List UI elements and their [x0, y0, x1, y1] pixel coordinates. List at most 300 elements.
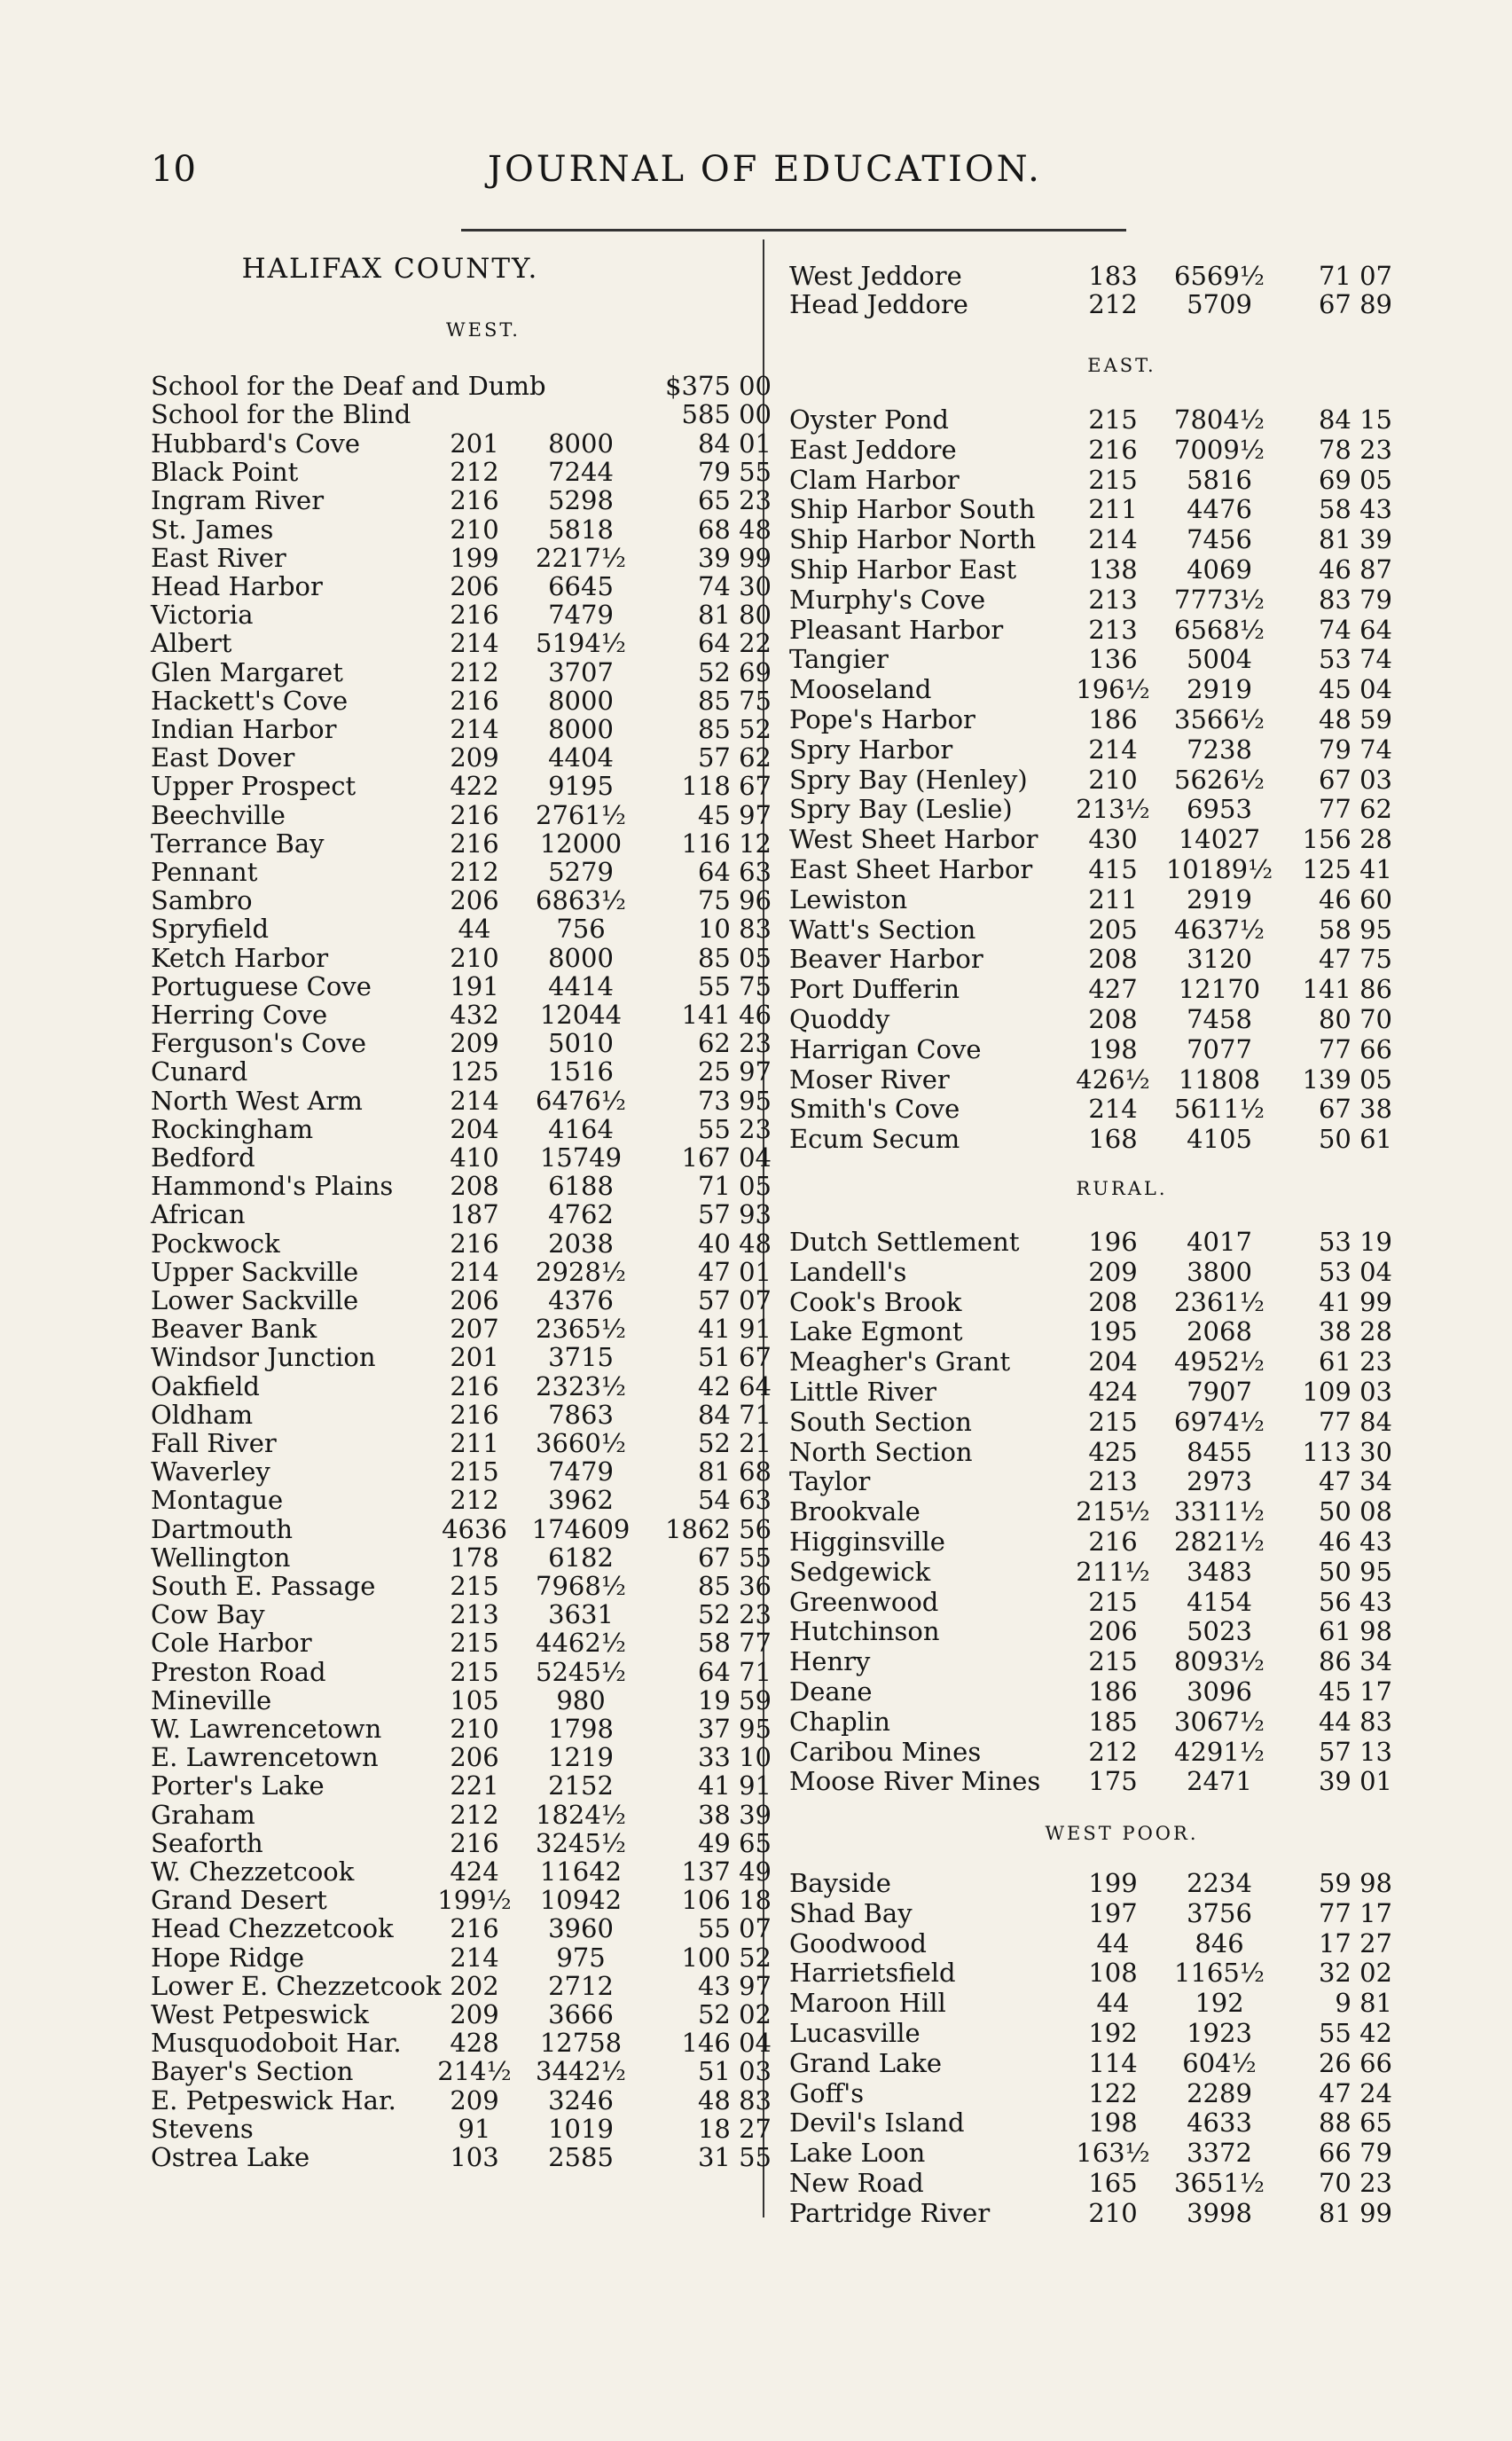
days-taught: 215 — [1088, 1646, 1138, 1677]
grant-amount: 45 97 — [697, 799, 772, 830]
attendance-days: 4633 — [1187, 2107, 1252, 2139]
grant-amount: 70 23 — [1318, 2168, 1392, 2198]
attendance-days: 5709 — [1187, 289, 1252, 319]
days-taught: 195 — [1088, 1316, 1138, 1347]
county-title: HALIFAX COUNTY. — [241, 253, 539, 285]
grant-amount: 69 05 — [1318, 464, 1392, 495]
attendance-days: 1219 — [548, 1742, 614, 1773]
school-name: Preston Road — [151, 1656, 326, 1687]
table-row — [772, 734, 1472, 765]
school-name: South Section — [789, 1406, 972, 1437]
days-taught: 212 — [450, 1485, 499, 1516]
attendance-days: 2068 — [1187, 1316, 1252, 1347]
table-row — [133, 971, 834, 1001]
table-row — [772, 1557, 1472, 1587]
days-taught: 428 — [450, 2028, 499, 2059]
school-name: E. Lawrencetown — [151, 1742, 379, 1773]
table-row — [133, 1342, 834, 1372]
attendance-days: 14027 — [1178, 824, 1261, 855]
grant-amount: 32 02 — [1318, 1958, 1392, 1989]
school-name: Mineville — [151, 1684, 272, 1715]
table-row — [133, 2114, 834, 2144]
grant-amount: 31 55 — [697, 2142, 772, 2172]
grant-amount: 48 83 — [697, 2084, 772, 2115]
attendance-days: 7804½ — [1174, 404, 1265, 435]
attendance-days: 2761½ — [536, 799, 626, 830]
table-row — [772, 404, 1472, 435]
attendance-days: 4462½ — [536, 1628, 626, 1659]
table-row — [772, 1094, 1472, 1124]
table-row — [772, 1346, 1472, 1377]
days-taught: 206 — [450, 1742, 499, 1773]
school-name: Mooseland — [789, 674, 932, 705]
table-row — [772, 1227, 1472, 1257]
days-taught: 198 — [1088, 1033, 1138, 1064]
attendance-days: 5023 — [1187, 1616, 1252, 1647]
attendance-days: 12170 — [1178, 974, 1261, 1005]
attendance-days: 975 — [556, 1942, 606, 1973]
attendance-days: 12000 — [539, 828, 623, 859]
grant-amount: 51 03 — [697, 2056, 772, 2087]
days-taught: 415 — [1088, 854, 1138, 884]
school-name: Landell's — [789, 1256, 907, 1287]
table-row — [772, 465, 1472, 495]
attendance-days: 11808 — [1178, 1064, 1261, 1095]
grant-amount: 57 62 — [697, 742, 772, 773]
table-row — [772, 1766, 1472, 1796]
section-title-west-poor: WEST POOR. — [1045, 1823, 1199, 1844]
grant-amount: 81 39 — [1318, 524, 1392, 555]
table-row — [133, 1714, 834, 1744]
school-name: Ship Harbor South — [789, 494, 1036, 525]
attendance-days: 7458 — [1187, 1004, 1252, 1034]
days-taught: 211½ — [1076, 1556, 1150, 1587]
table-row — [133, 457, 834, 487]
grant-amount: 141 86 — [1302, 974, 1392, 1005]
attendance-days: 3246 — [548, 2084, 614, 2115]
section-title-rural: RURAL. — [1076, 1178, 1168, 1199]
school-name: Oldham — [151, 1399, 254, 1430]
table-row — [133, 514, 834, 545]
school-name: Port Dufferin — [789, 974, 960, 1005]
attendance-days: 2289 — [1187, 2077, 1252, 2108]
table-row — [133, 1943, 834, 1973]
table-row — [772, 854, 1472, 884]
days-taught: 214 — [1088, 524, 1138, 555]
attendance-days: 2973 — [1187, 1466, 1252, 1497]
table-row — [133, 1514, 834, 1544]
days-taught: 199 — [1088, 1868, 1138, 1898]
table-row — [133, 1456, 834, 1487]
table-row — [772, 1437, 1472, 1467]
grant-amount: 59 98 — [1318, 1868, 1392, 1898]
days-taught: 204 — [450, 1113, 499, 1144]
days-taught: 216 — [450, 828, 499, 859]
table-row — [772, 1737, 1472, 1767]
table-row — [772, 1004, 1472, 1034]
grant-amount: 77 17 — [1318, 1897, 1392, 1928]
attendance-days: 5298 — [548, 485, 614, 516]
days-taught: 138 — [1088, 554, 1138, 585]
table-row — [133, 943, 834, 973]
school-name: Waverley — [151, 1456, 270, 1487]
grant-amount: 52 21 — [697, 1428, 772, 1458]
table-row — [133, 1800, 834, 1830]
table-row — [133, 1485, 834, 1515]
days-taught: 209 — [1088, 1256, 1138, 1287]
table-row — [133, 1599, 834, 1629]
days-taught: 209 — [450, 742, 499, 773]
days-taught: 205 — [1088, 914, 1138, 945]
page-header — [151, 149, 1383, 202]
days-taught: 209 — [450, 1999, 499, 2029]
attendance-days: 7456 — [1187, 524, 1252, 555]
attendance-days: 5004 — [1187, 644, 1252, 675]
grant-amount: 67 38 — [1318, 1094, 1392, 1125]
school-name: Chaplin — [789, 1706, 890, 1737]
attendance-days: 4017 — [1187, 1227, 1252, 1257]
table-row — [133, 1657, 834, 1687]
attendance-days: 5279 — [548, 857, 614, 887]
attendance-days: 174609 — [531, 1513, 631, 1544]
days-taught: 214 — [450, 628, 499, 659]
attendance-days: 9195 — [548, 771, 614, 802]
grant-amount: 85 05 — [697, 942, 772, 973]
school-name: Head Chezzetcook — [151, 1913, 394, 1944]
table-row — [133, 914, 834, 944]
school-name: Devil's Island — [789, 2107, 965, 2139]
school-name: Taylor — [789, 1466, 871, 1497]
table-row — [133, 1257, 834, 1287]
attendance-days: 2919 — [1187, 674, 1252, 705]
grant-amount: 49 65 — [697, 1827, 772, 1858]
grant-amount: 64 63 — [697, 857, 772, 887]
grant-amount: 74 30 — [697, 571, 772, 601]
grant-amount: 106 18 — [681, 1885, 772, 1916]
attendance-days: 7009½ — [1174, 434, 1265, 465]
school-name: School for the Deaf and Dumb — [151, 371, 546, 401]
school-name: North Section — [789, 1436, 973, 1467]
table-row — [133, 657, 834, 687]
attendance-days: 4952½ — [1174, 1346, 1265, 1377]
grant-amount: 81 68 — [697, 1456, 772, 1487]
school-name: Cow Bay — [151, 1599, 265, 1630]
attendance-days: 5245½ — [536, 1656, 626, 1687]
grant-amount: 81 80 — [697, 600, 772, 631]
school-name: E. Petpeswick Har. — [151, 2084, 396, 2115]
grant-amount: 67 03 — [1318, 764, 1392, 795]
table-row — [772, 644, 1472, 674]
table-row — [772, 1034, 1472, 1064]
table-row — [133, 1285, 834, 1315]
attendance-days: 3800 — [1187, 1256, 1252, 1287]
table-row — [772, 1527, 1472, 1557]
table-row — [133, 686, 834, 716]
table-row — [772, 2138, 1472, 2168]
table-row — [133, 742, 834, 773]
days-taught: 207 — [450, 1314, 499, 1345]
grant-amount: 137 49 — [681, 1856, 772, 1887]
grant-amount: 50 08 — [1318, 1496, 1392, 1527]
days-taught: 122 — [1088, 2077, 1138, 2108]
school-name: Lower Sackville — [151, 1285, 359, 1315]
days-taught: 192 — [1088, 2018, 1138, 2048]
table-row — [772, 765, 1472, 795]
days-taught: 214 — [450, 1085, 499, 1116]
attendance-days: 3120 — [1187, 944, 1252, 975]
school-name: Lucasville — [789, 2018, 921, 2048]
table-row — [133, 1171, 834, 1201]
days-taught: 216 — [1088, 1527, 1138, 1557]
attendance-days: 6645 — [548, 571, 614, 601]
days-taught: 185 — [1088, 1706, 1138, 1737]
attendance-days: 3566½ — [1174, 704, 1265, 734]
attendance-days: 7479 — [548, 1456, 614, 1487]
attendance-days: 2928½ — [536, 1256, 626, 1287]
attendance-days: 1516 — [548, 1056, 614, 1087]
grant-amount: 81 99 — [1318, 2197, 1392, 2228]
grant-amount: 73 95 — [697, 1085, 772, 1116]
grant-amount: 84 15 — [1318, 404, 1392, 435]
school-name: Albert — [151, 628, 232, 659]
attendance-days: 5611½ — [1174, 1094, 1265, 1125]
school-name: W. Lawrencetown — [151, 1714, 382, 1744]
days-taught: 425 — [1088, 1436, 1138, 1467]
grant-amount: 37 95 — [697, 1714, 772, 1744]
school-name: Lewiston — [789, 883, 908, 914]
grant-amount: 39 01 — [1318, 1766, 1392, 1797]
days-taught: 175 — [1088, 1766, 1138, 1797]
table-row — [772, 974, 1472, 1004]
attendance-days: 5194½ — [536, 628, 626, 659]
attendance-days: 1019 — [548, 2113, 614, 2144]
days-taught: 44 — [1096, 1927, 1130, 1958]
grant-amount: 25 97 — [697, 1056, 772, 1087]
school-name: East Jeddore — [789, 434, 957, 465]
table-row — [133, 1400, 834, 1430]
grant-amount: 77 66 — [1318, 1033, 1392, 1064]
table-row — [133, 485, 834, 515]
grant-amount: 78 23 — [1318, 434, 1392, 465]
days-taught: 196 — [1088, 1227, 1138, 1257]
grant-amount: 116 12 — [681, 828, 772, 859]
school-name: Head Harbor — [151, 571, 323, 601]
school-name: Caribou Mines — [789, 1736, 982, 1767]
attendance-days: 604½ — [1182, 2047, 1257, 2078]
attendance-days: 3067½ — [1174, 1706, 1265, 1737]
table-row — [772, 944, 1472, 974]
grant-amount: 109 03 — [1302, 1377, 1392, 1407]
table-row — [133, 543, 834, 573]
grant-amount: 39 99 — [697, 542, 772, 573]
grant-amount: 55 07 — [697, 1913, 772, 1944]
school-name: Ingram River — [151, 485, 325, 516]
grant-amount: 61 23 — [1318, 1346, 1392, 1377]
school-name: Ship Harbor North — [789, 524, 1037, 555]
table-row — [772, 261, 1472, 291]
attendance-days: 6974½ — [1174, 1406, 1265, 1437]
days-taught: 208 — [1088, 944, 1138, 975]
attendance-days: 756 — [556, 914, 606, 945]
grant-amount: 77 62 — [1318, 794, 1392, 825]
school-name: Oyster Pond — [789, 404, 949, 435]
days-taught: 215 — [450, 1628, 499, 1659]
grant-amount: 10 83 — [697, 914, 772, 945]
attendance-days: 4762 — [548, 1199, 614, 1230]
school-name: Beechville — [151, 799, 286, 830]
school-name: Porter's Lake — [151, 1770, 325, 1801]
days-taught: 214 — [450, 1256, 499, 1287]
school-name: Maroon Hill — [789, 1988, 946, 2019]
attendance-days: 12044 — [539, 1000, 623, 1030]
days-taught: 213½ — [1076, 794, 1150, 825]
school-name: Moose River Mines — [789, 1766, 1041, 1797]
attendance-days: 1824½ — [536, 1799, 626, 1830]
school-name: Cole Harbor — [151, 1628, 312, 1659]
attendance-days: 192 — [1195, 1988, 1244, 2019]
days-taught: 430 — [1088, 824, 1138, 855]
table-row — [133, 1142, 834, 1173]
days-taught: 426½ — [1076, 1064, 1150, 1095]
grant-amount: 42 64 — [697, 1370, 772, 1401]
grant-amount: 86 34 — [1318, 1646, 1392, 1677]
days-taught: 198 — [1088, 2107, 1138, 2139]
school-name: Grand Desert — [151, 1885, 327, 1916]
school-name: West Jeddore — [789, 261, 962, 291]
table-row — [133, 800, 834, 830]
school-name: Oakfield — [151, 1370, 260, 1401]
table-row — [133, 1000, 834, 1030]
table-row — [133, 571, 834, 601]
attendance-days: 4069 — [1187, 554, 1252, 585]
attendance-days: 7238 — [1187, 734, 1252, 765]
table-row — [133, 1114, 834, 1144]
school-name: Pennant — [151, 857, 258, 887]
school-name: Victoria — [151, 600, 254, 631]
days-taught: 204 — [1088, 1346, 1138, 1377]
school-name: Montague — [151, 1485, 284, 1516]
attendance-days: 2585 — [548, 2142, 614, 2172]
table-row — [772, 674, 1472, 704]
grant-amount: 67 89 — [1318, 289, 1392, 319]
school-name: Grand Lake — [789, 2047, 943, 2078]
grant-amount: 58 77 — [697, 1628, 772, 1659]
school-name: Little River — [789, 1377, 937, 1407]
grant-amount: 45 17 — [1318, 1676, 1392, 1707]
attendance-days: 7907 — [1187, 1377, 1252, 1407]
attendance-days: 2471 — [1187, 1766, 1252, 1797]
attendance-days: 980 — [556, 1684, 606, 1715]
attendance-days: 10189½ — [1165, 854, 1273, 884]
grant-amount: 68 48 — [697, 514, 772, 545]
page-number: 10 — [151, 149, 196, 190]
grant-amount: 55 42 — [1318, 2018, 1392, 2048]
days-taught: 214½ — [437, 2056, 512, 2087]
table-row — [772, 794, 1472, 824]
school-name: Beaver Bank — [151, 1314, 317, 1345]
days-taught: 163½ — [1076, 2138, 1150, 2169]
table-row — [133, 1999, 834, 2029]
school-name: Hackett's Cove — [151, 685, 349, 716]
table-row — [133, 771, 834, 801]
table-row — [772, 2018, 1472, 2048]
grant-amount: 58 43 — [1318, 494, 1392, 525]
school-name: Pockwock — [151, 1228, 280, 1259]
days-taught: 186 — [1088, 1676, 1138, 1707]
attendance-days: 2038 — [548, 1228, 614, 1259]
table-row — [772, 585, 1472, 615]
days-taught: 206 — [450, 885, 499, 916]
grant-amount: 52 69 — [697, 656, 772, 687]
school-name: African — [151, 1199, 246, 1230]
school-name: Lower E. Chezzetcook — [151, 1970, 442, 2001]
table-row — [133, 1770, 834, 1801]
school-name: New Road — [789, 2168, 924, 2198]
table-row — [772, 435, 1472, 465]
grant-amount: 56 43 — [1318, 1586, 1392, 1617]
attendance-days: 8000 — [548, 428, 614, 459]
grant-amount: 62 23 — [697, 1028, 772, 1059]
school-name: Murphy's Cove — [789, 584, 986, 615]
grant-amount: 74 64 — [1318, 614, 1392, 645]
table-row — [772, 554, 1472, 585]
days-taught: 424 — [450, 1856, 499, 1887]
days-taught: 199½ — [437, 1885, 512, 1916]
days-taught: 216 — [450, 685, 499, 716]
school-name: South E. Passage — [151, 1571, 376, 1601]
attendance-days: 4291½ — [1174, 1736, 1265, 1767]
school-name: Musquodoboit Har. — [151, 2028, 402, 2059]
school-name: Graham — [151, 1799, 255, 1830]
grant-amount: 55 23 — [697, 1113, 772, 1144]
days-taught: 212 — [450, 457, 499, 488]
school-name: Hubbard's Cove — [151, 428, 361, 459]
table-row — [133, 1056, 834, 1087]
school-name: Upper Prospect — [151, 771, 356, 802]
school-name: Stevens — [151, 2113, 254, 2144]
school-name: Meagher's Grant — [789, 1346, 1011, 1377]
table-row — [133, 828, 834, 859]
table-row — [772, 1868, 1472, 1898]
days-taught: 202 — [450, 1970, 499, 2001]
header-rule — [461, 229, 1126, 232]
attendance-days: 5816 — [1187, 464, 1252, 495]
grant-amount: 67 55 — [697, 1542, 772, 1573]
attendance-days: 8093½ — [1174, 1646, 1265, 1677]
table-row — [772, 1466, 1472, 1496]
grant-amount: 85 75 — [697, 685, 772, 716]
attendance-days: 3998 — [1187, 2197, 1252, 2228]
table-row — [772, 289, 1472, 319]
attendance-days: 6863½ — [536, 885, 626, 916]
days-taught: 410 — [450, 1142, 499, 1173]
school-name: Ferguson's Cove — [151, 1028, 367, 1059]
table-row — [772, 884, 1472, 914]
grant-amount: 47 01 — [697, 1256, 772, 1287]
attendance-days: 8000 — [548, 685, 614, 716]
school-name: Moser River — [789, 1064, 950, 1095]
grant-amount: 585 00 — [681, 399, 772, 429]
attendance-days: 15749 — [539, 1142, 623, 1173]
attendance-days: 4637½ — [1174, 914, 1265, 945]
days-taught: 211 — [450, 1428, 499, 1458]
table-row — [133, 1913, 834, 1943]
school-name: North West Arm — [151, 1085, 363, 1116]
grant-amount: 26 66 — [1318, 2047, 1392, 2078]
table-row — [133, 428, 834, 459]
grant-amount: 88 65 — [1318, 2107, 1392, 2139]
grant-amount: 167 04 — [681, 1142, 772, 1173]
